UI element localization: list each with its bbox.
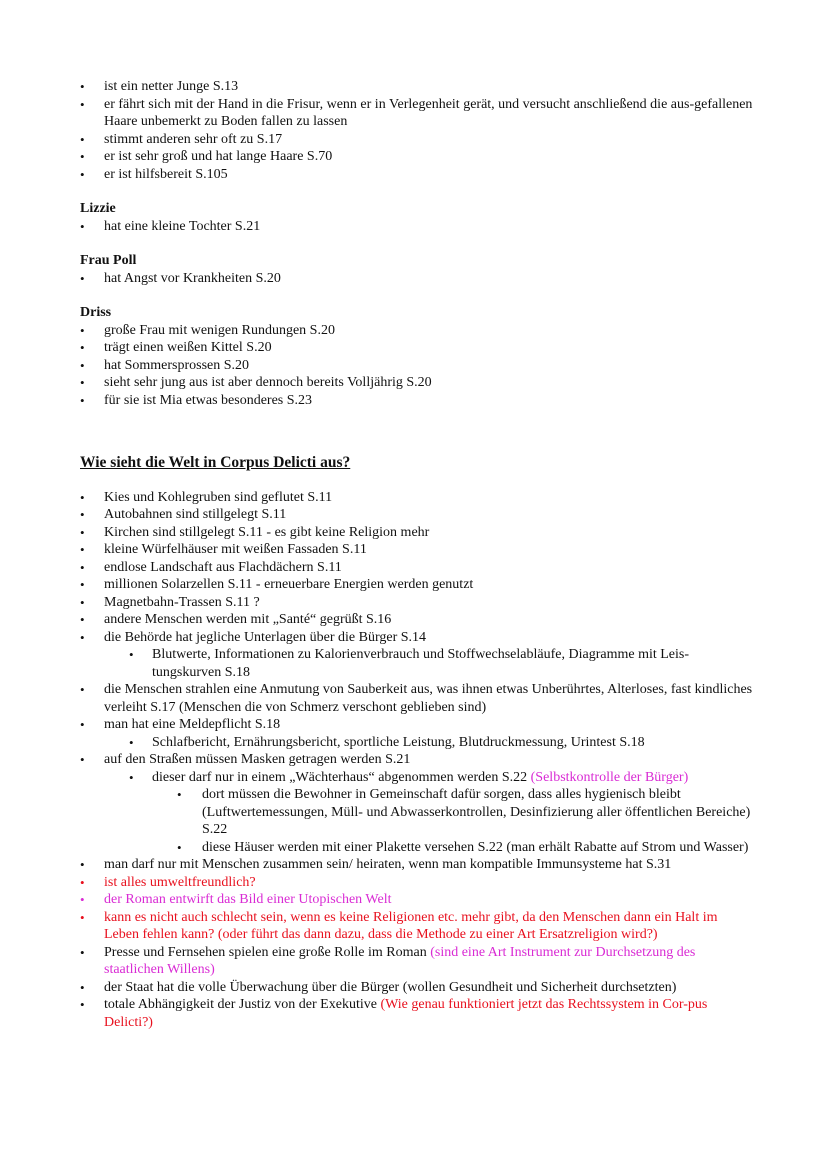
- frau-poll-list: [0, 270, 828, 288]
- bullet-icon: •: [80, 340, 85, 355]
- list-item: • Kirchen sind stillgelegt S.11 - es gibt keine Religion mehr: [80, 524, 430, 540]
- section-heading-lizzie: Lizzie: [80, 201, 116, 216]
- bullet-icon: •: [80, 892, 85, 907]
- bullet-icon: •: [80, 612, 85, 627]
- bullet-icon: •: [80, 594, 85, 610]
- bullet-icon: •: [80, 997, 85, 1012]
- list-item: • die Behörde hat jegliche Unterlagen über die Bürger S.14: [80, 629, 427, 645]
- list-item: • große Frau mit wenigen Rundungen S.20: [80, 322, 335, 338]
- list-item-nested-deep: • diese Häuser werden mit einer Plakette versehen S.22 (man erhält Rabatte auf Strom und Wasser): [177, 839, 749, 855]
- bullet-icon: •: [80, 149, 85, 164]
- list-item: • er ist sehr groß und hat lange Haare S.70: [80, 149, 333, 164]
- lizzie-list: [0, 218, 828, 236]
- list-item: • die Menschen strahlen eine Anmutung von Sauberkeit aus, was ihnen etwas Unberührtes, Alterloses, fast kindliches verleiht S.17 (Menschen die von Schmerz verschont geblieben sind): [80, 682, 753, 715]
- section-title-world: Wie sieht die Welt in Corpus Delicti aus?: [80, 454, 351, 471]
- bullet-icon: •: [80, 874, 85, 890]
- bullet-icon: •: [80, 542, 85, 557]
- bullet-icon: •: [80, 559, 85, 575]
- list-item: • millionen Solarzellen S.11 - erneuerbare Energien werden genutzt: [80, 577, 474, 592]
- list-item: • andere Menschen werden mit „Santé“ gegrüßt S.16: [80, 612, 392, 627]
- bullet-icon: •: [80, 717, 85, 732]
- bullet-icon: •: [80, 79, 85, 94]
- list-item-nested: • Schlafbericht, Ernährungsbericht, sportliche Leistung, Blutdruckmessung, Urintest S.18: [129, 734, 645, 750]
- bullet-icon: •: [80, 375, 85, 390]
- bullet-icon: •: [80, 629, 85, 645]
- list-item: • hat eine kleine Tochter S.21: [80, 218, 261, 234]
- bullet-icon: •: [80, 682, 85, 697]
- list-item: • totale Abhängigkeit der Justiz von der Exekutive (Wie genau funktioniert jetzt das Rechtssystem in Cor-pus Delicti?): [80, 997, 708, 1030]
- list-item: • hat Sommersprossen S.20: [80, 357, 250, 373]
- bullet-icon: •: [80, 857, 85, 872]
- list-item: • sieht sehr jung aus ist aber dennoch bereits Volljährig S.20: [80, 375, 432, 390]
- list-item: • auf den Straßen müssen Masken getragen werden S.21: [80, 752, 411, 767]
- world-list: [0, 489, 828, 1032]
- bullet-icon: •: [177, 787, 182, 802]
- bullet-icon: •: [80, 96, 85, 112]
- list-item: • Autobahnen sind stillgelegt S.11: [80, 507, 287, 522]
- bullet-icon: •: [80, 524, 85, 540]
- list-item: • hat Angst vor Krankheiten S.20: [80, 270, 281, 286]
- list-item: • endlose Landschaft aus Flachdächern S.11: [80, 559, 342, 575]
- list-item: • er fährt sich mit der Hand in die Frisur, wenn er in Verlegenheit gerät, und versucht anschließend die aus-gefallenen Haare unbemerkt zu Boden fallen zu lassen: [80, 96, 753, 129]
- bullet-icon: •: [80, 357, 85, 373]
- bullet-icon: •: [80, 752, 85, 767]
- list-item: • der Staat hat die volle Überwachung über die Bürger (wollen Gesundheit und Sicherheit durchsetzten): [80, 979, 677, 995]
- annotation-red: (Wie genau funktioniert jetzt das Rechtssystem in Cor-pus Delicti?): [104, 997, 708, 1030]
- list-item-question: • ist alles umweltfreundlich?: [80, 874, 256, 890]
- list-item-question: • kann es nicht auch schlecht sein, wenn es keine Religionen etc. mehr gibt, da den Menschen dann ein Halt im Leben fehlen kann? (oder führt das dann dazu, dass die Methode zu einer Art Ersatzreligion wird?): [80, 909, 718, 942]
- bullet-icon: •: [129, 769, 134, 785]
- list-item-nested-deep: • dort müssen die Bewohner in Gemeinschaft dafür sorgen, dass alles hygienisch bleibt (Luftwertemessungen, Müll- und Abwasserkontrollen, Desinfizierung aller öffentlichen Bereiche) S.22: [177, 787, 751, 837]
- bullet-icon: •: [80, 909, 85, 925]
- bullet-icon: •: [80, 392, 85, 408]
- list-item: • kleine Würfelhäuser mit weißen Fassaden S.11: [80, 542, 367, 557]
- bullet-icon: •: [80, 131, 85, 147]
- driss-list: [0, 322, 828, 410]
- list-item: • er ist hilfsbereit S.105: [80, 166, 228, 182]
- character-traits-list: [0, 78, 828, 183]
- list-item: • Presse und Fernsehen spielen eine große Rolle im Roman (sind eine Art Instrument zur Durchsetzung des staatlichen Willens): [80, 944, 696, 977]
- bullet-icon: •: [80, 489, 85, 505]
- bullet-icon: •: [129, 734, 134, 750]
- list-item: • für sie ist Mia etwas besonderes S.23: [80, 392, 313, 408]
- document-page: [0, 78, 828, 1031]
- list-item-nested: • Blutwerte, Informationen zu Kalorienverbrauch und Stoffwechselabläufe, Diagramme mit Leis-tungskurven S.18: [129, 647, 689, 680]
- bullet-icon: •: [80, 944, 85, 960]
- list-item-note: • der Roman entwirft das Bild einer Utopischen Welt: [80, 892, 392, 907]
- annotation-magenta: (Selbstkontrolle der Bürger): [530, 769, 689, 785]
- bullet-icon: •: [177, 839, 182, 855]
- list-item: • man hat eine Meldepflicht S.18: [80, 717, 281, 732]
- bullet-icon: •: [80, 322, 85, 338]
- annotation-magenta: (sind eine Art Instrument zur Durchsetzung des staatlichen Willens): [104, 944, 696, 977]
- bullet-icon: •: [80, 270, 85, 286]
- list-item: • Kies und Kohlegruben sind geflutet S.11: [80, 489, 333, 505]
- list-item: • trägt einen weißen Kittel S.20: [80, 340, 272, 355]
- list-item: • Magnetbahn-Trassen S.11 ?: [80, 594, 260, 610]
- section-heading-driss: Driss: [80, 305, 112, 320]
- list-item: • ist ein netter Junge S.13: [80, 79, 239, 94]
- bullet-icon: •: [80, 218, 85, 234]
- bullet-icon: •: [80, 577, 85, 592]
- bullet-icon: •: [80, 979, 85, 995]
- section-heading-frau-poll: Frau Poll: [80, 253, 137, 268]
- list-item: • stimmt anderen sehr oft zu S.17: [80, 131, 283, 147]
- list-item-nested: • dieser darf nur in einem „Wächterhaus“ abgenommen werden S.22 (Selbstkontrolle der Bürger): [129, 769, 689, 785]
- list-item: • man darf nur mit Menschen zusammen sein/ heiraten, wenn man kompatible Immunsysteme hat S.31: [80, 857, 672, 872]
- bullet-icon: •: [80, 507, 85, 522]
- bullet-icon: •: [129, 647, 134, 662]
- bullet-icon: •: [80, 166, 85, 182]
